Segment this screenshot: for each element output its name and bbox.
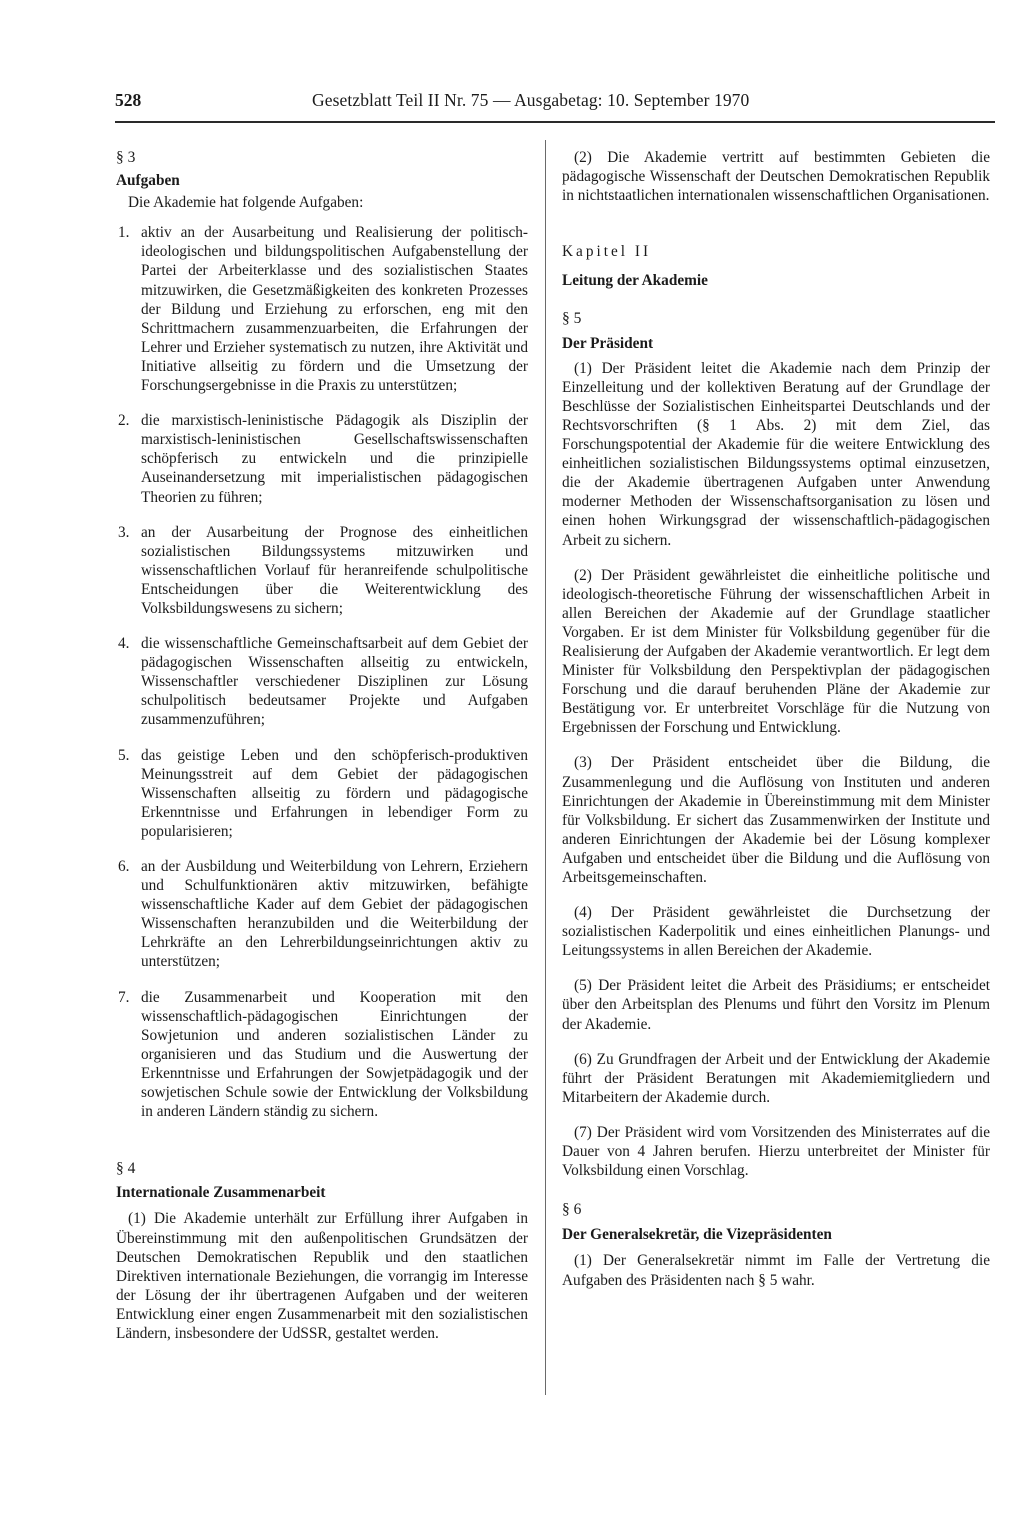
section-3-label: § 3 xyxy=(116,149,136,166)
section-5-title: Der Präsident xyxy=(562,334,654,352)
section-5-paragraph-6: (6) Zu Grundfragen der Arbeit und der Entwicklung der Akademie führt der Präsident Beratungen mit Akademiemitgliedern und Mitarbeitern der Akademie durch. xyxy=(562,1050,990,1106)
list-item-text: an der Ausbildung und Weiterbildung von Lehrern, Erziehern und Schulfunktionären aktiv mitzuwirken, befähigte wissenschaftliche Kader auf dem Gebiet der pädagogischen Wissenschaften heranzubilden und die Weiterbildung der Lehrkräfte an den Lehrerbildungseinrichtungen aktiv zu unterstützen; xyxy=(141,858,528,971)
column-divider xyxy=(545,140,546,1395)
right-column xyxy=(562,148,990,1290)
chapter-title: Leitung der Akademie xyxy=(562,272,708,290)
list-item xyxy=(116,411,528,506)
list-item-number: 6. xyxy=(118,858,130,875)
page-header xyxy=(115,90,995,118)
section-5-paragraph-7: (7) Der Präsident wird vom Vorsitzenden des Ministerrates auf die Dauer von 4 Jahren berufen. Hierzu unterbreitet der Minister für Volksbildung einen Vorschlag. xyxy=(562,1123,990,1180)
section-5-paragraph-4: (4) Der Präsident gewährleistet die Durchsetzung der sozialistischen Kaderpolitik und eines einheitlichen Planungs- und Leitungssystems in allen Bereichen der Akademie. xyxy=(562,904,990,960)
section-5-paragraph-2: (2) Der Präsident gewährleistet die einheitliche politische und ideologisch-theoretische Führung der wissenschaftlichen Arbeit in allen Bereichen der Akademie auf der Grundlage staatlicher Vorgaben. Er ist dem Minister für Volksbildung gegenüber für die Realisierung der Aufgaben der Akademie verantwortlich. Er legt dem Minister für Volksbildung den Perspektivplan der pädagogischen Forschung und die darauf beruhenden Pläne der Akademie zur Bestätigung vor. Er unterbreitet Vorschläge für die Nutzung von Ergebnissen der Forschung und Entwicklung. xyxy=(562,566,990,737)
section-5-paragraph-3: (3) Der Präsident entscheidet über die Bildung, die Zusammenlegung und die Auflösung von Instituten und anderen Einrichtungen der Akademie in Übereinstimmung mit dem Minister für Volksbildung. Er sichert das Zusammenwirken der Institute und anderen Einrichtungen der Akademie bei der Lösung komplexer Aufgaben und entscheidet über die Bildung und die Auflösung von Arbeitsgemeinschaften. xyxy=(562,754,990,886)
list-item xyxy=(116,988,528,1122)
list-item-number: 7. xyxy=(118,988,130,1006)
list-item-text: aktiv an der Ausarbeitung und Realisierung der politisch-ideologischen und bildungspolitischen Aufgabenstellung der Partei der Arbeiterklasse und des sozialistischen Staates mitzuwirken, die Gesetzmäßigkeiten des konkreten Prozesses der Bildung und Erziehung zu erforschen, eng mit den Schrittmachern zusammenzuarbeiten, die Erfahrungen der Lehrer und Erzieher systematisch zu nutzen, ihre Aktivität und Initiative allseitig zu fördern und die Umsetzung der Forschungsergebnisse in die Praxis zu unterstützen; xyxy=(141,224,528,395)
list-item-text: das geistige Leben und den schöpferisch-produktiven Meinungsstreit auf dem Gebiet der pädagogischen Wissenschaften allseitig zu fördern und pädagogische Erkenntnisse und Erfahrungen in lebendiger Form zu popularisieren; xyxy=(141,746,528,840)
left-column xyxy=(116,148,528,1343)
list-item-number: 2. xyxy=(118,412,130,430)
list-item xyxy=(116,634,528,729)
section-6-title: Der Generalsekretär, die Vizepräsidenten xyxy=(562,1226,832,1244)
list-item-number: 3. xyxy=(118,523,130,541)
list-item-text: die wissenschaftliche Gemeinschaftsarbeit auf dem Gebiet der pädagogischen Wissenschaften allseitig zu entwickeln, Wissenschaftler verschiedener Disziplinen zur Lösung schulpolitisch bedeutsamer Projekte und Aufgaben zusammenzuführen; xyxy=(141,635,528,729)
list-item xyxy=(116,523,528,618)
section-5-paragraph-5: (5) Der Präsident leitet die Arbeit des Präsidiums; er entscheidet über den Arbeitsplan des Plenums und führt den Vorsitz im Plenum der Akademie. xyxy=(562,977,990,1033)
section-4-paragraph-1: (1) Die Akademie unterhält zur Erfüllung ihrer Aufgaben in Übereinstimmung mit den außenpolitischen Grundsätzen der Deutschen Demokratischen Republik und den staatlichen Direktiven internationale Beziehungen, die vorrangig im Interesse der Lösung der ihr übertragenen Aufgaben und der weiteren Entwicklung einer engen Zusammenarbeit mit den sozialistischen Ländern, insbesondere der UdSSR, gestaltet werden. xyxy=(116,1210,528,1342)
header-rule xyxy=(115,121,995,123)
chapter-label: Kapitel II xyxy=(562,243,652,261)
section-3-task-list xyxy=(116,223,528,1121)
section-5-paragraph-1: (1) Der Präsident leitet die Akademie nach dem Prinzip der Einzelleitung und der kollektiven Beratung auf der Grundlage der Beschlüsse der Sozialistischen Einheitspartei Deutschlands und der Rechtsvorschriften (§ 1 Abs. 2) mit dem Ziel, das Forschungspotential der Akademie für die weitere Entwicklung des einheitlichen sozialistischen Bildungssystems optimal einzusetzen, die der Akademie übertragenen Aufgaben unter Anwendung moderner Methoden der Wissenschaftsorganisation zu lösen und einen hohen Wirkungsgrad der wissenschaftlich-pädagogischen Arbeit zu sichern. xyxy=(562,359,990,549)
list-item-text: die marxistisch-leninistische Pädagogik als Disziplin der marxistisch-leninistischen Gesellschaftswissenschaften schöpferisch zu entwickeln und die prinzipielle Auseinandersetzung mit imperialistischen pädagogischen Theorien zu führen; xyxy=(141,412,528,506)
section-4-title: Internationale Zusammenarbeit xyxy=(116,1184,326,1202)
running-title: Gesetzblatt Teil II Nr. 75 — Ausgabetag: 10. September 1970 xyxy=(312,90,750,110)
list-item xyxy=(116,223,528,395)
page-number: 528 xyxy=(115,90,142,110)
list-item-text: an der Ausarbeitung der Prognose des einheitlichen sozialistischen Bildungssystems mitzuwirken und wissenschaftlichen Vorlauf für heranreifende schulpolitische Entscheidungen über die Weiterentwicklung des Volksbildungswesens zu sichern; xyxy=(141,523,528,617)
list-item-number: 4. xyxy=(118,635,130,653)
section-6-label: § 6 xyxy=(562,1201,582,1219)
list-item-number: 1. xyxy=(118,224,130,242)
section-5-label: § 5 xyxy=(562,310,582,328)
section-4-label: § 4 xyxy=(116,1160,136,1178)
list-item-text: die Zusammenarbeit und Kooperation mit den wissenschaftlich-pädagogischen Einrichtungen der Sowjetunion und anderen sozialistischen Länder zu organisieren und das Studium und die Auswertung der Erkenntnisse und Erfahrungen der Sowjetpädagogik und der sowjetischen Schule sowie der Entwicklung der Volksbildung in anderen Ländern ständig zu sichern. xyxy=(141,988,528,1121)
section-3-intro: Die Akademie hat folgende Aufgaben: xyxy=(128,194,364,212)
section-6-paragraph-1: (1) Der Generalsekretär nimmt im Falle der Vertretung die Aufgaben des Präsidenten nach § 5 wahr. xyxy=(562,1252,990,1289)
list-item-number: 5. xyxy=(118,746,130,764)
section-3-title: Aufgaben xyxy=(116,172,180,190)
list-item xyxy=(116,857,528,972)
section-4-paragraph-2: (2) Die Akademie vertritt auf bestimmten Gebieten die pädagogische Wissenschaft der Deutschen Demokratischen Republik in nichtstaatlichen internationalen wissenschaftlichen Organisationen. xyxy=(562,149,990,205)
list-item xyxy=(116,746,528,841)
